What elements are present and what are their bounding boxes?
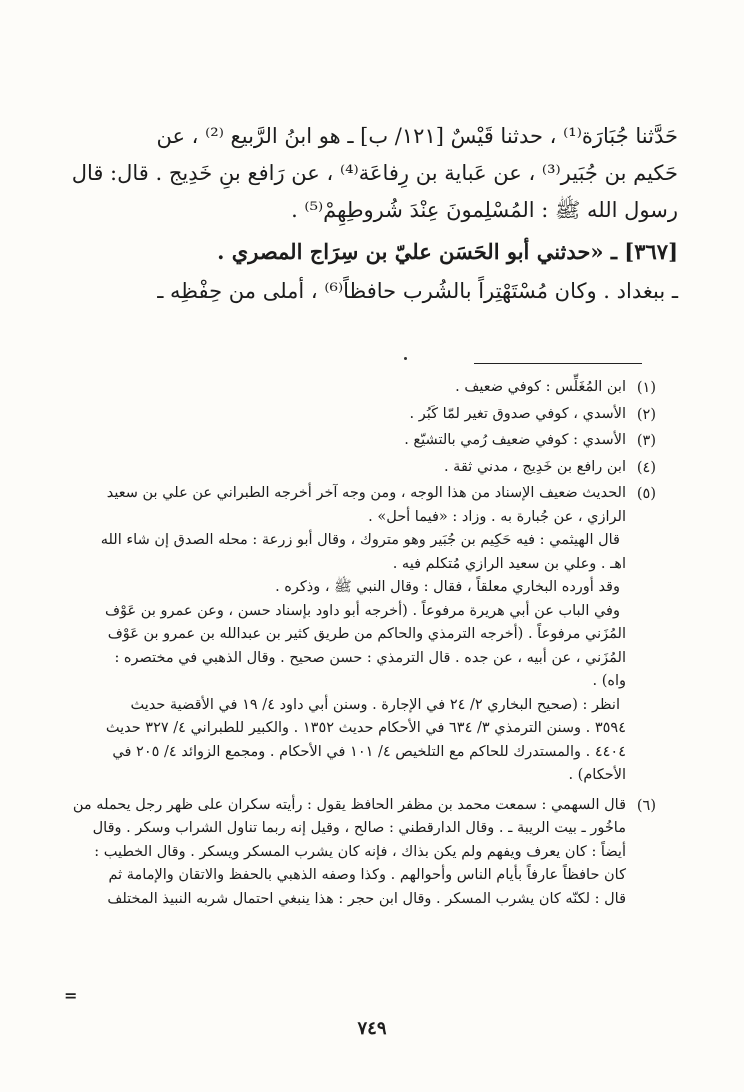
footnote-6 [72,794,656,912]
footnote-line: وقد أورده البخاري معلقاً ، فقال : وقال النبي ﷺ ، وذكره . [275,579,620,595]
footnote-line: أيضاً : كان يعرف ويفهم ولم يكن بذاك ، فإنه كان يشرب المسكر ويسكر . وقال الخطيب : [94,843,626,860]
footnote-5 [96,482,656,788]
footnote-line: انظر : (صحيح البخاري ٢/ ٢٤ في الإجارة . وسنن أبي داود ٤/ ١٩ في الأقضية حديث [130,696,620,713]
footnote-number: (٦) [636,797,656,814]
footnote-line: ابن المُغَلِّس : كوفي ضعيف . [455,379,626,395]
footnote-line: الأسدي ، كوفي صدوق تغير لمّا كَبُر . [409,405,626,422]
footnote-2 [96,403,656,427]
footnote-line: الأحكام) . [568,767,626,783]
footnote-4 [96,456,656,480]
main-text-line: حَدَّثنا جُبَارَة⁽¹⁾ ، حدثنا قَيْسٌ [١٢١/ ب] ـ هو ابنُ الرَّبيع ⁽²⁾ ، عن [156,124,678,148]
footnote-line: قال : لكنّه كان يشرب المسكر . وقال ابن حجر : هذا ينبغي احتمال شربه النبيذ المختلف [107,890,626,907]
footnote-number: (٣) [636,433,656,449]
footnote-line: كان حافظاً عارفاً بأيام الناس وأحوالهم . وكذا وصفه الذهبي بالحفظ والاتقان والإمامة ثم [108,867,626,883]
entry-line: ـ ببغداد . وكان مُسْتَهْتِراً بالشُرب حافظاً⁽⁶⁾ ، أملى من حِفْظِه ـ [157,279,678,303]
main-text-line: حَكيم بن جُبَير⁽³⁾ ، عن عَباية بن رِفاعَة⁽⁴⁾ ، عن رَافع بنِ خَدِيج . قال: قال [71,161,678,185]
stray-dot [404,357,407,360]
footnote-line: واه) . [592,673,626,689]
footnote-line: ماخُور ـ بيت الريبة ـ . وقال الدارقطني : صالح ، وقيل إنه ربما تناول الشراب وسكر . وقال [92,820,626,836]
entry-heading: [٣٦٧] ـ «حدثني أبو الحَسَن عليّ بن سِرَاج المصري . [217,239,678,264]
page-number: ٧٤٩ [357,1018,387,1039]
footnote-line: الحديث ضعيف الإسناد من هذا الوجه ، ومن وجه آخر أخرجه الطبراني عن علي بن سعيد [106,485,626,501]
footnote-line: المُزَني مرفوعاً . (أخرجه الترمذي والحاكم من طريق كثير بن عبدالله بن عمرو بن عَوْف [107,626,626,642]
footnote-number: (٢) [636,406,656,423]
footnote-number: (٤) [636,459,656,476]
footnote-line: قال السهمي : سمعت محمد بن مظفر الحافظ يقول : رأيته سكران على ظهر رجل يحمله من [72,796,626,813]
footnote-number: (١) [636,380,656,396]
footnote-separator [474,363,642,364]
main-text-line: رسول الله ﷺ : المُسْلِمونَ عِنْدَ شُروطِهِمْ⁽⁵⁾ . [291,198,678,222]
footnote-1 [96,376,656,400]
main-text [71,118,678,310]
footnote-3 [96,429,656,453]
footnote-line: قال الهيثمي : فيه حَكِيم بن جُبَير وهو متروك ، وقال أبو زرعة : محله الصدق إن شاء الله [100,532,620,548]
footnote-line: الرازي ، عن جُبارة به . وزاد : «فيما أحل» . [368,508,626,525]
continuation-mark: = [64,986,78,1005]
footnote-line: ٤٤٠٤ . والمستدرك للحاكم مع التلخيص ٤/ ١٠١ في الأحكام . ومجمع الزوائد ٤/ ٢٠٥ في [112,743,626,760]
footnote-line: ٣٥٩٤ . وسنن الترمذي ٣/ ٦٣٤ في الأحكام حديث ١٣٥٢ . والكبير للطبراني ٤/ ٣٢٧ حديث [105,720,626,736]
footnote-line: المُزَني ، عن أبيه ، عن جده . قال الترمذي : حسن صحيح . وقال الذهبي في مختصره : [114,649,626,666]
footnote-line: وفي الباب عن أبي هريرة مرفوعاً . (أخرجه أبو داود بإسناد حسن ، وعن عمرو بن عَوْف [105,602,620,619]
footnotes [72,376,656,914]
footnote-line: ابن رافع بن خَدِيج ، مدني ثقة . [443,458,626,475]
footnote-number: (٥) [636,486,656,502]
footnote-line: الأسدي : كوفي ضعيف رُمي بالتشيّع . [404,432,626,448]
footnote-line: اهـ . وعلي بن سعيد الرازي مُتكلم فيه . [392,555,626,572]
